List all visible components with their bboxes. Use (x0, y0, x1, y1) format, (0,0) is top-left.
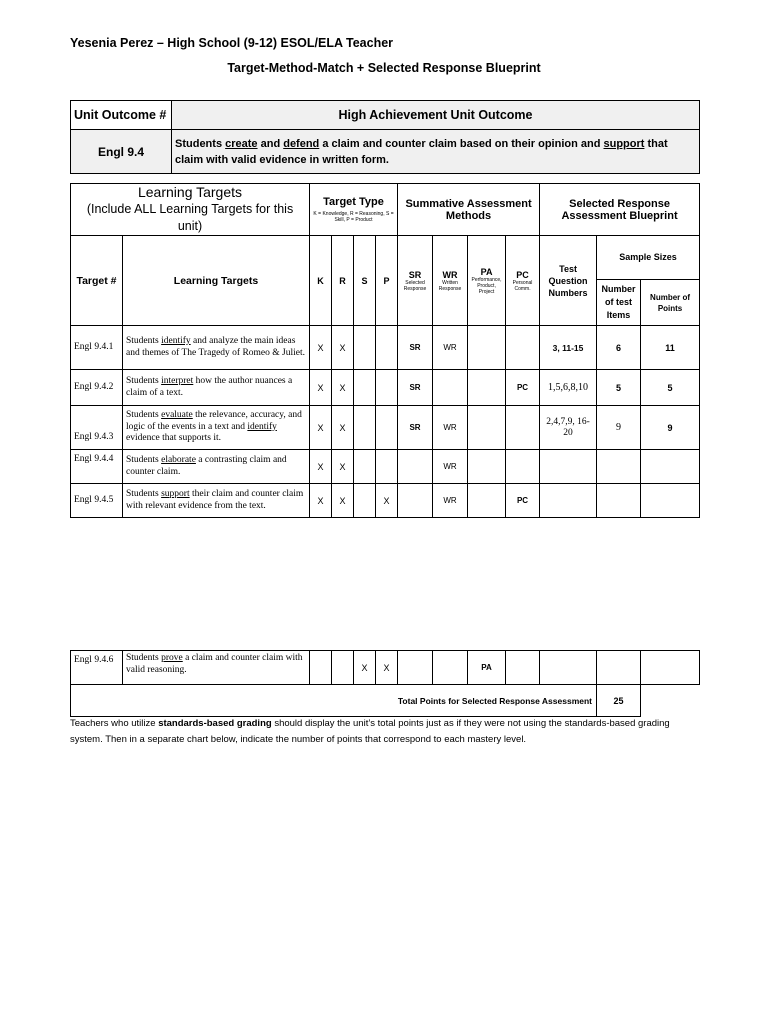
document-subtitle: Target-Method-Match + Selected Response Blueprint (227, 61, 541, 75)
k-cell: X (310, 484, 332, 518)
table-row (71, 370, 700, 406)
points-cell: 9 (641, 406, 700, 450)
r-cell: X (332, 370, 354, 406)
wr-cell (433, 651, 468, 685)
pc-cell: PC (506, 370, 540, 406)
summative-header: Summative Assessment Methods (398, 184, 540, 236)
s-cell (354, 450, 376, 484)
sample-sizes-header: Sample Sizes (597, 236, 700, 280)
s-header: S (354, 236, 376, 326)
target-type-header (310, 184, 398, 236)
target-num-header: Target # (71, 236, 123, 326)
k-cell: X (310, 450, 332, 484)
wr-note: Written Response (438, 279, 462, 292)
test-question-cell: 1,5,6,8,10 (540, 370, 597, 406)
points-cell (641, 484, 700, 518)
s-cell (354, 370, 376, 406)
total-value: 25 (597, 685, 641, 717)
sr-label: SR (408, 269, 422, 280)
pc-cell: PC (506, 484, 540, 518)
sr-cell (398, 651, 433, 685)
outcome-table (70, 100, 700, 174)
target-text: Students support their claim and counter claim with relevant evidence from the text. (123, 484, 310, 518)
k-cell: X (310, 370, 332, 406)
table-row (71, 651, 700, 685)
s-cell (354, 326, 376, 370)
target-id: Engl 9.4.3 (71, 406, 123, 450)
test-question-header: Test Question Numbers (540, 236, 597, 326)
points-cell (641, 450, 700, 484)
pa-note: Performance, Product, Project (471, 276, 502, 295)
test-question-cell: 3, 11-15 (540, 326, 597, 370)
total-label: Total Points for Selected Response Assessment (71, 685, 597, 717)
p-cell: X (376, 484, 398, 518)
pa-cell: PA (468, 651, 506, 685)
points-cell (641, 651, 700, 685)
learning-targets-title: Learning Targets (137, 184, 243, 200)
sr-cell: SR (398, 406, 433, 450)
points-cell: 11 (641, 326, 700, 370)
items-cell (597, 651, 641, 685)
table-row (71, 406, 700, 450)
s-cell (354, 406, 376, 450)
p-header: P (376, 236, 398, 326)
target-text: Students elaborate a contrasting claim and counter claim. (123, 450, 310, 484)
table-row (71, 484, 700, 518)
sr-blueprint-header: Selected Response Assessment Blueprint (540, 184, 700, 236)
sr-note: Selected Response (403, 279, 427, 292)
p-cell (376, 406, 398, 450)
target-text: Students interpret how the author nuances a claim of a text. (123, 370, 310, 406)
target-type-note: K = Knowledge, R = Reasoning, S = Skill, P = Product (313, 211, 394, 223)
pc-header (506, 236, 540, 326)
learning-targets-table-continued (70, 650, 700, 717)
items-cell: 6 (597, 326, 641, 370)
pa-header (468, 236, 506, 326)
p-cell (376, 326, 398, 370)
pa-cell (468, 406, 506, 450)
pc-note: Personal Comm. (512, 279, 533, 292)
target-text: Students identify and analyze the main ideas and themes of The Tragedy of Romeo & Juliet. (123, 326, 310, 370)
sr-header (398, 236, 433, 326)
pc-cell (506, 406, 540, 450)
p-cell (376, 450, 398, 484)
pc-cell (506, 450, 540, 484)
s-cell (354, 484, 376, 518)
target-id: Engl 9.4.4 (71, 450, 123, 484)
r-cell: X (332, 450, 354, 484)
r-header: R (332, 236, 354, 326)
p-cell: X (376, 651, 398, 685)
pc-cell (506, 326, 540, 370)
s-cell: X (354, 651, 376, 685)
wr-cell: WR (433, 406, 468, 450)
k-cell (310, 651, 332, 685)
items-cell: 9 (597, 406, 641, 450)
target-id: Engl 9.4.1 (71, 326, 123, 370)
items-cell (597, 450, 641, 484)
high-achievement-header: High Achievement Unit Outcome (172, 101, 700, 130)
pa-cell (468, 450, 506, 484)
pc-cell (506, 651, 540, 685)
target-id: Engl 9.4.5 (71, 484, 123, 518)
target-text: Students prove a claim and counter claim with valid reasoning. (123, 651, 310, 685)
outcome-statement: Students create and defend a claim and counter claim based on their opinion and support that claim with valid evidence in written form. (172, 130, 700, 174)
wr-cell (433, 370, 468, 406)
test-question-cell: 2,4,7,9, 16-20 (540, 406, 597, 450)
target-type-label: Target Type (323, 196, 384, 208)
wr-cell: WR (433, 326, 468, 370)
target-id: Engl 9.4.2 (71, 370, 123, 406)
unit-outcome-header: Unit Outcome # (71, 101, 172, 130)
k-cell: X (310, 406, 332, 450)
pa-cell (468, 370, 506, 406)
pa-cell (468, 326, 506, 370)
sr-cell: SR (398, 370, 433, 406)
pc-label: PC (516, 269, 529, 280)
r-cell: X (332, 484, 354, 518)
sr-cell (398, 484, 433, 518)
num-points-header: Number of Points (641, 280, 700, 326)
sr-cell: SR (398, 326, 433, 370)
wr-cell: WR (433, 450, 468, 484)
target-id: Engl 9.4.6 (71, 651, 123, 685)
r-cell: X (332, 406, 354, 450)
learning-targets-subtitle: (Include ALL Learning Targets for this unit) (86, 202, 294, 233)
document-header: Yesenia Perez – High School (9-12) ESOL/ELA Teacher (70, 36, 394, 50)
items-cell: 5 (597, 370, 641, 406)
k-header: K (310, 236, 332, 326)
num-items-header: Number of test Items (597, 280, 641, 326)
test-question-cell (540, 651, 597, 685)
r-cell (332, 651, 354, 685)
learning-targets-col-header: Learning Targets (123, 236, 310, 326)
points-cell: 5 (641, 370, 700, 406)
learning-targets-table (70, 183, 700, 518)
target-text: Students evaluate the relevance, accuracy, and logic of the events in a text and identify evidence that supports it. (123, 406, 310, 450)
r-cell: X (332, 326, 354, 370)
sr-cell (398, 450, 433, 484)
test-question-cell (540, 484, 597, 518)
pa-cell (468, 484, 506, 518)
footnote: Teachers who utilize standards-based grading should display the unit’s total points just as if they were not using the standards-based grading system. Then in a separate chart below, indicate the number of points that correspond to each mastery level. (70, 718, 670, 745)
pa-label: PA (480, 266, 493, 277)
wr-label: WR (442, 269, 458, 280)
table-row (71, 450, 700, 484)
wr-header (433, 236, 468, 326)
items-cell (597, 484, 641, 518)
learning-targets-title-cell (71, 184, 310, 236)
p-cell (376, 370, 398, 406)
test-question-cell (540, 450, 597, 484)
outcome-code: Engl 9.4 (71, 130, 172, 174)
wr-cell: WR (433, 484, 468, 518)
table-row (71, 326, 700, 370)
k-cell: X (310, 326, 332, 370)
